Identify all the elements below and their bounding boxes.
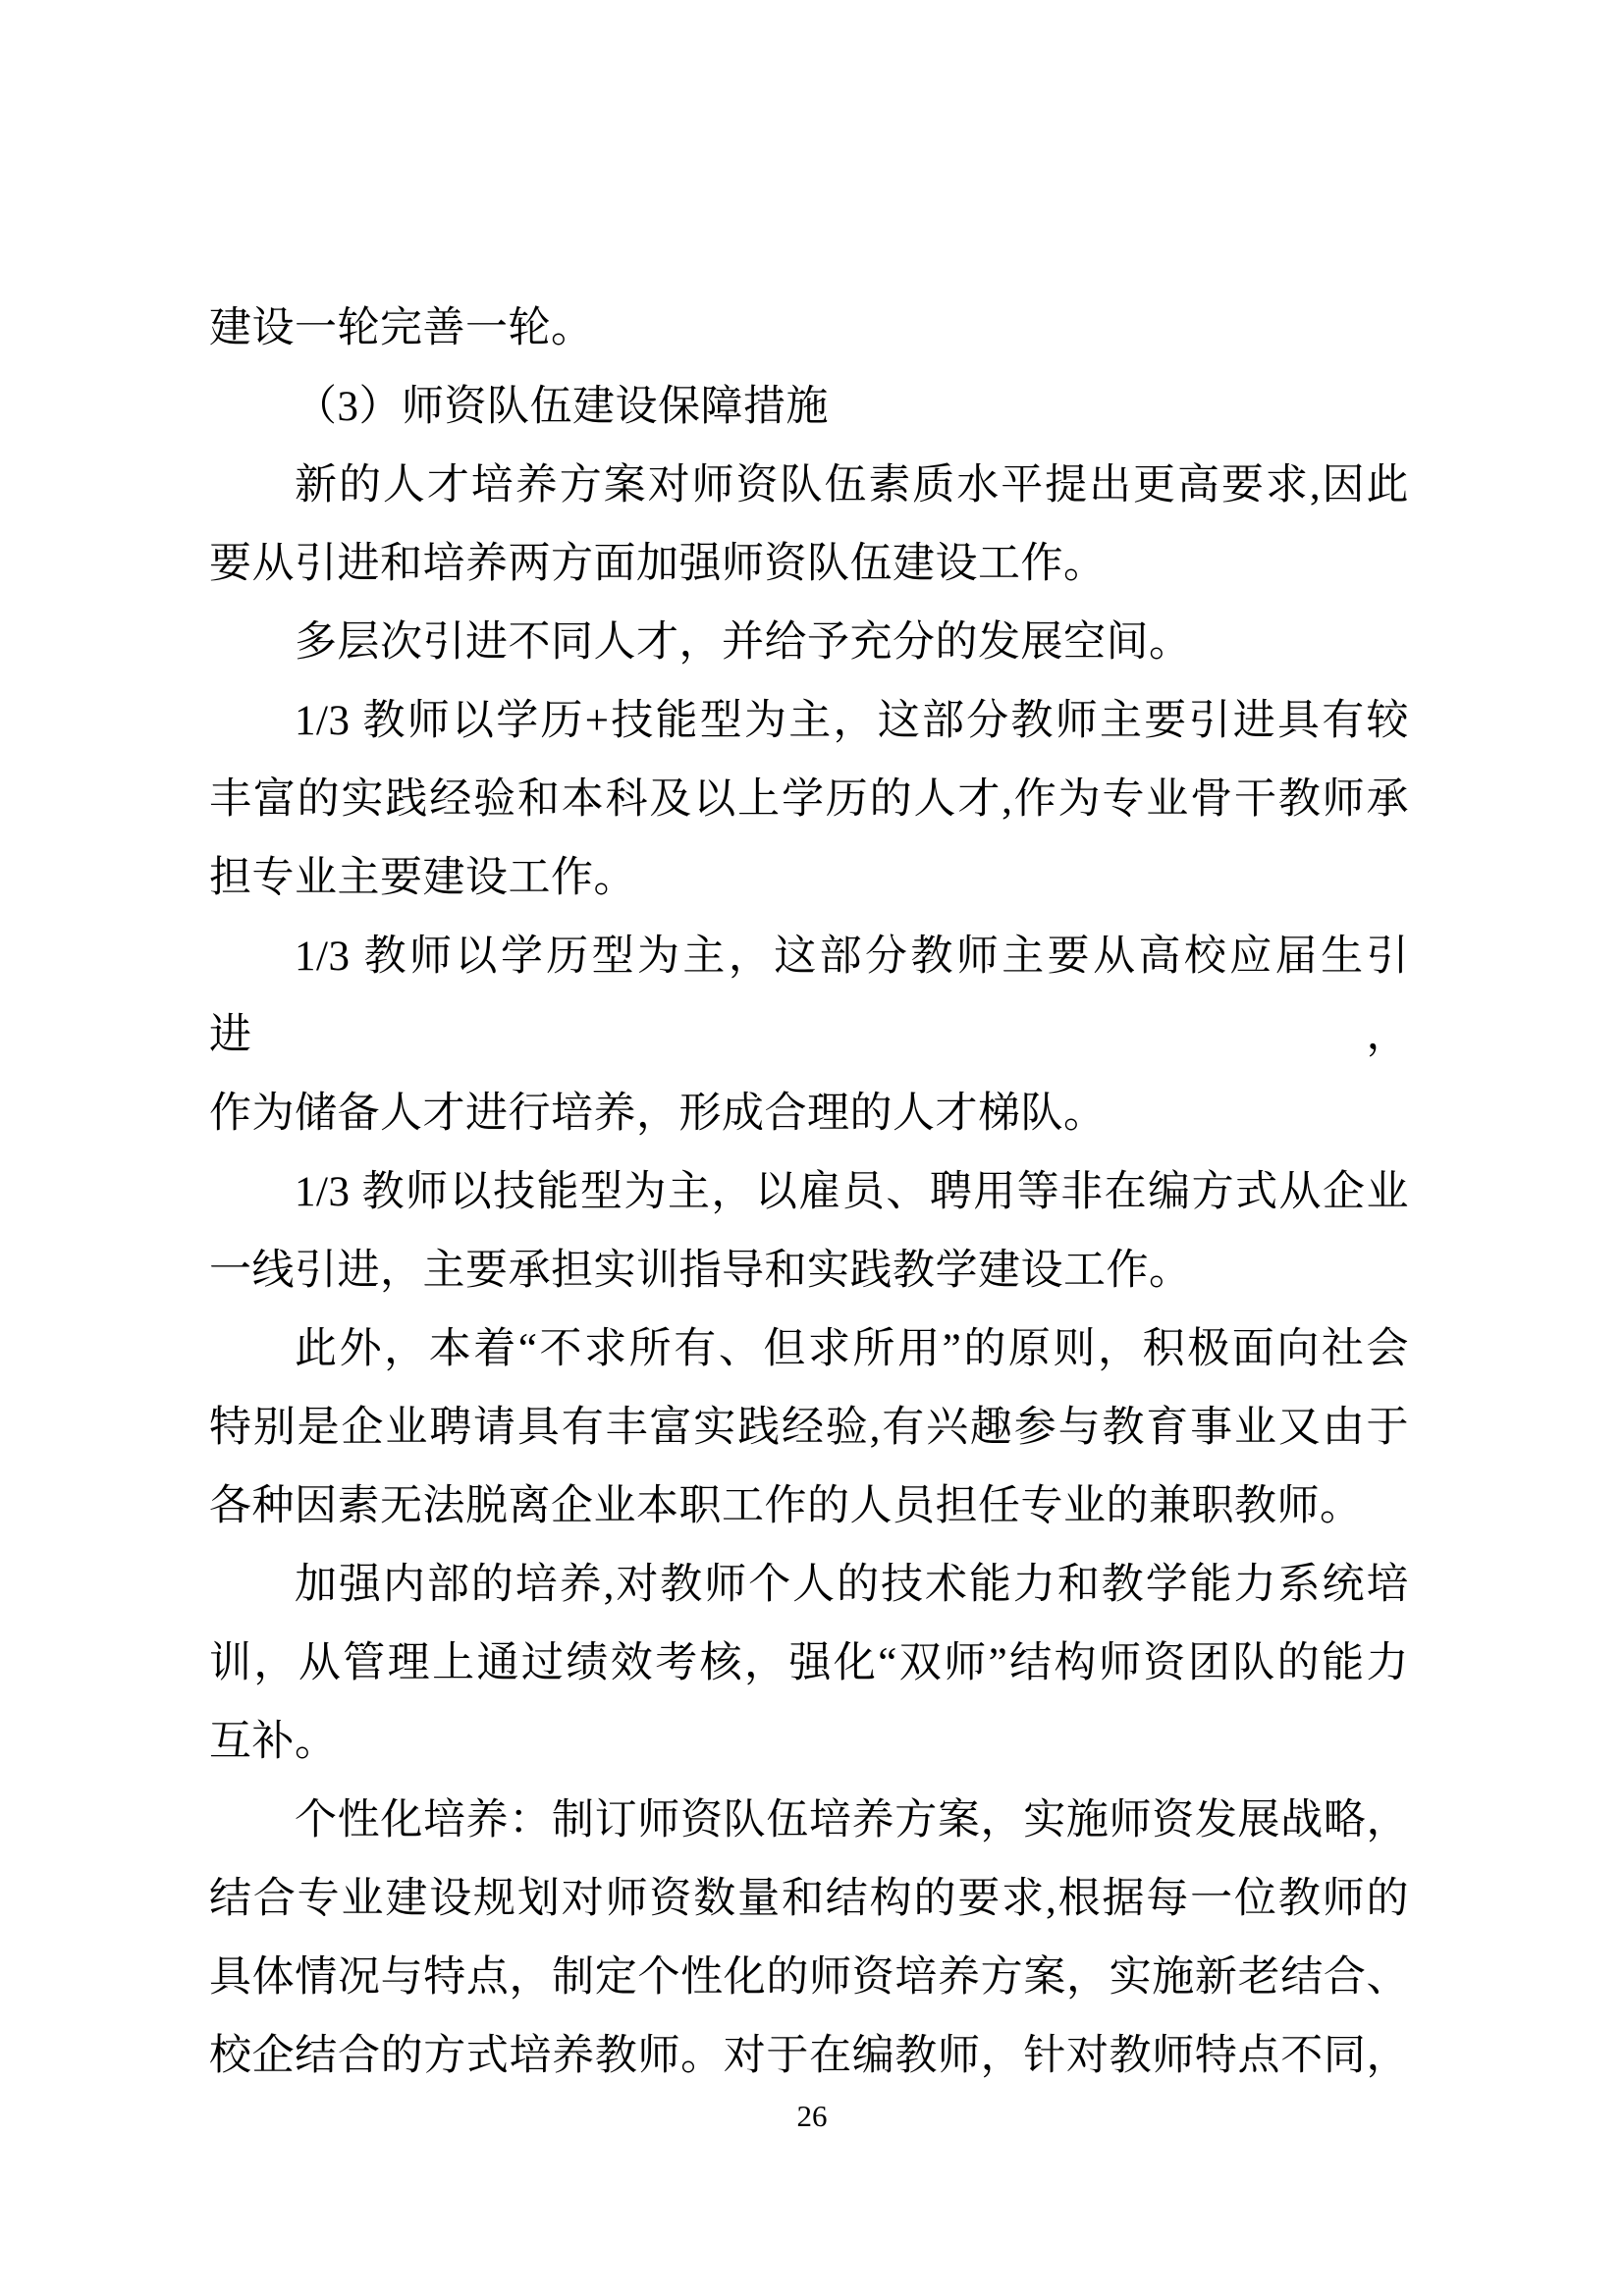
text-line: 此外，本着“不求所有、但求所用”的原则，积极面向社会 bbox=[295, 1326, 1409, 1372]
text-line: 加强内部的培养,对教师个人的技术能力和教学能力系统培 bbox=[295, 1562, 1409, 1608]
text-line: 丰富的实践经验和本科及以上学历的人才,作为专业骨干教师承 bbox=[209, 776, 1409, 823]
text-line: 结合专业建设规划对师资数量和结构的要求,根据每一位教师的 bbox=[209, 1876, 1409, 1922]
text-line: 互补。 bbox=[209, 1719, 338, 1765]
text-line: 作为储备人才进行培养，形成合理的人才梯队。 bbox=[209, 1091, 1107, 1137]
text-line: 1/3 教师以学历+技能型为主，这部分教师主要引进具有较 bbox=[295, 698, 1409, 744]
text-line: 1/3 教师以学历型为主，这部分教师主要从高校应届生引进， bbox=[209, 934, 1409, 1058]
text-line: 具体情况与特点，制定个性化的师资培养方案，实施新老结合、 bbox=[209, 1954, 1409, 2001]
text-line: 新的人才培养方案对师资队伍素质水平提出更高要求,因此 bbox=[295, 462, 1409, 508]
text-line: 各种因素无法脱离企业本职工作的人员担任专业的兼职教师。 bbox=[209, 1483, 1363, 1529]
page-number: 26 bbox=[796, 2099, 828, 2133]
document-body bbox=[209, 290, 1409, 2096]
text-line: 多层次引进不同人才，并给予充分的发展空间。 bbox=[295, 619, 1192, 666]
text-line: 要从引进和培养两方面加强师资队伍建设工作。 bbox=[209, 541, 1107, 587]
text-line: （3）师资队伍建设保障措施 bbox=[295, 384, 829, 430]
text-line: 1/3 教师以技能型为主，以雇员、聘用等非在编方式从企业 bbox=[295, 1169, 1409, 1215]
text-line: 建设一轮完善一轮。 bbox=[209, 305, 594, 351]
text-line: 校企结合的方式培养教师。对于在编教师，针对教师特点不同， bbox=[209, 2033, 1409, 2079]
text-line: 训，从管理上通过绩效考核，强化“双师”结构师资团队的能力 bbox=[209, 1640, 1409, 1686]
text-line: 特别是企业聘请具有丰富实践经验,有兴趣参与教育事业又由于 bbox=[209, 1405, 1409, 1451]
text-line: 一线引进，主要承担实训指导和实践教学建设工作。 bbox=[209, 1248, 1192, 1294]
text-line: 担专业主要建设工作。 bbox=[209, 855, 636, 901]
text-line: 个性化培养：制订师资队伍培养方案，实施师资发展战略， bbox=[295, 1797, 1409, 1843]
